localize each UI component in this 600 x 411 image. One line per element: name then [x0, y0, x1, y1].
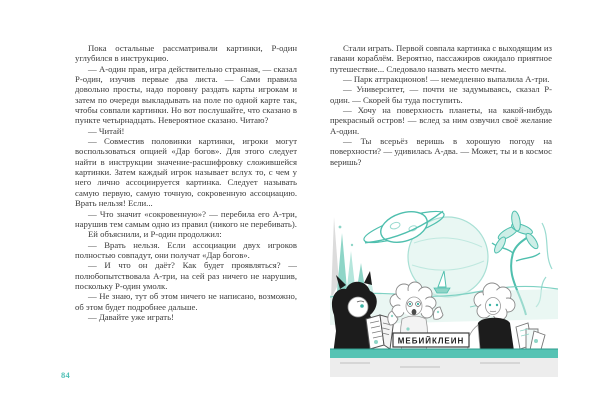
- paragraph: — Совместив половинки картинки, игроки могут воспользоваться опцией «Дар богов». Для этого следует найти в инструкции значение-расшифровку сложившейся картинки. Затем каждый игрок называет вслух то, с чем у него лично ассоциируется картинка. Следует называть самую первую, самую точную, сокровенную ассоциацию. Врать нельзя! Если...: [75, 136, 297, 209]
- paragraph: Стали играть. Первой совпала картинка с выходящим из гавани кораблём. Вероятно, пассажиров ожидало приятное путешествие... Следовало назвать место мечты.: [330, 43, 552, 74]
- paragraph: — А-один прав, игра действительно странная, — сказал Р-один, изучив первые два листа. — Сами правила довольно просты, надо поровну раздать карты игрокам и затем по очереди выкладывать на поле по одной карте так, чтобы совпали картинки. Но вот послушайте, что сказано в пункте четырнадцать. Невероятное сказано. Читаю?: [75, 63, 297, 126]
- game-table: [330, 349, 558, 377]
- paragraph: — И что он даёт? Как будет проявляться? — полюбопытствовала А-три, на сей раз ничего не нарушив, поскольку Р-один умолк.: [75, 260, 297, 291]
- paragraph: — Что значит «сокровенную»? — перебила его А-три, нарушив тем самым одно из правил (никого не перебивать).: [75, 208, 297, 229]
- paragraph: — Парк аттракционов! — немедленно выпалила А-три.: [343, 74, 550, 85]
- illustration-svg: [330, 203, 558, 377]
- paragraph: Пока остальные рассматривали картинки, Р-один углубился в инструкцию.: [75, 43, 297, 64]
- book-illustration: [330, 203, 558, 377]
- paragraph: — Не знаю, тут об этом ничего не написано, возможно, об этом будет подробнее дальше.: [75, 291, 297, 312]
- paragraph: — Давайте уже играть!: [88, 311, 174, 322]
- paragraph: — Хочу на поверхность планеты, на какой-нибудь прекрасный остров! — вслед за ним озвучил своё желание А-один.: [330, 105, 552, 136]
- paragraph: — Врать нельзя. Если ассоциации двух игроков полностью совпадут, они получат «Дар богов».: [75, 239, 297, 260]
- left-text-column: [75, 43, 297, 322]
- paragraph: — Университет, — почти не задумываясь, сказал Р-один. — Скорей бы туда поступить.: [330, 84, 552, 105]
- right-text-column: [330, 43, 552, 167]
- page-number: 84: [61, 370, 71, 380]
- game-box-label-text: МЕБИЙКЛЕИН: [397, 336, 465, 346]
- paragraph: Ей объяснили, и Р-один продолжил:: [88, 229, 222, 240]
- paragraph: — Ты всерьёз веришь в хорошую погоду на поверхности? — удивилась А-два. — Может, ты и в космос веришь?: [330, 136, 552, 167]
- game-box-label: [393, 333, 469, 347]
- paragraph: — Читай!: [88, 125, 125, 136]
